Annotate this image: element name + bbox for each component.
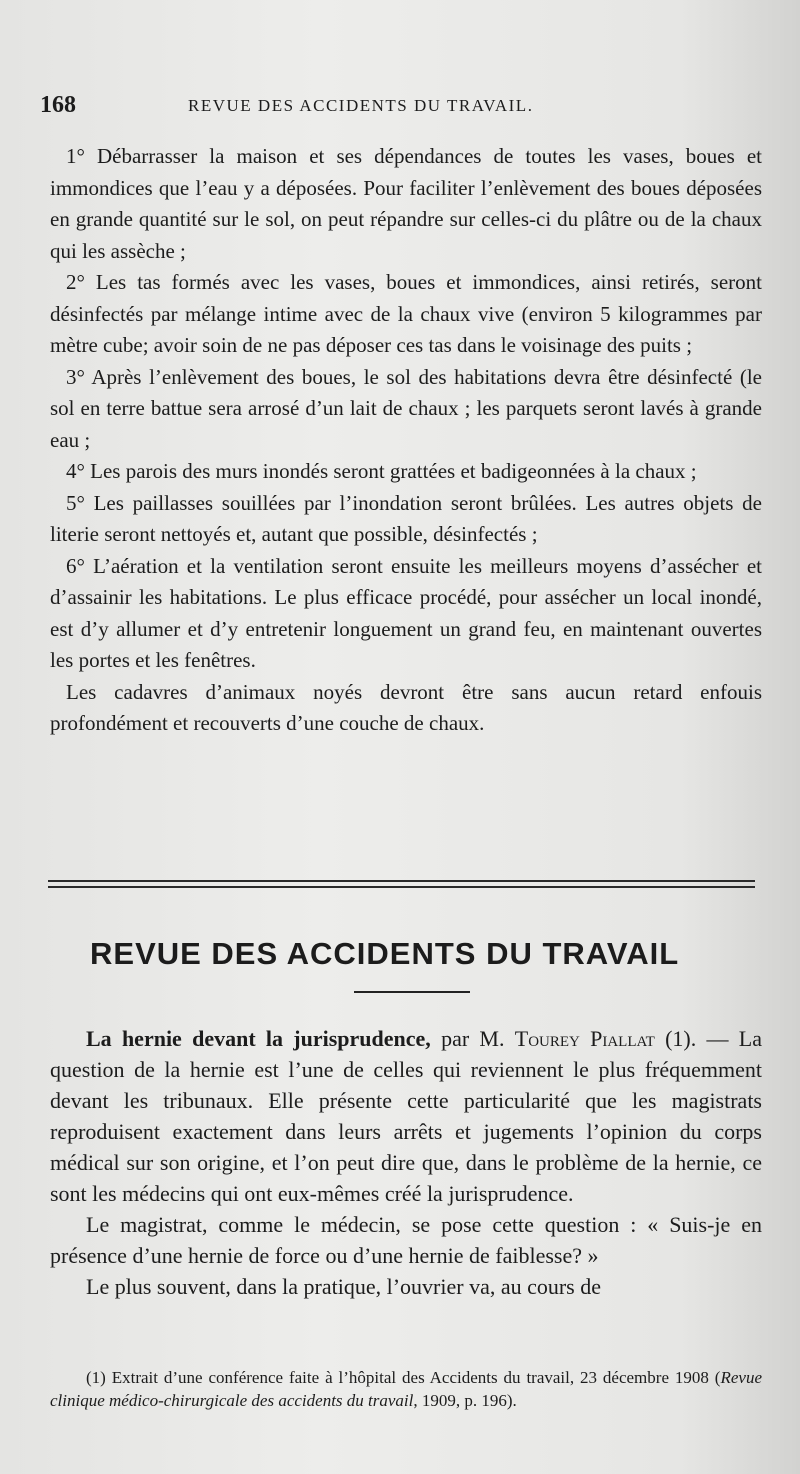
footnote	[50, 1366, 762, 1412]
section-title: REVUE DES ACCIDENTS DU TRAVAIL	[90, 936, 680, 971]
step-5: 5° Les paillasses souillées par l’inondation seront brûlées. Les autres objets de literie seront nettoyés et, autant que possible, désinfectés ;	[50, 490, 762, 546]
page-header	[40, 92, 760, 122]
step-3: 3° Après l’enlèvement des boues, le sol des habitations devra être désinfecté (le sol en terre battue sera arrosé d’un lait de chaux ; les parquets seront lavés à grande eau ;	[50, 364, 762, 452]
step-6: 6° L’aération et la ventilation seront ensuite les meilleurs moyens d’assécher et d’assainir les habitations. Le plus efficace procédé, pour assécher un local inondé, est d’y allumer et d’y entretenir longuement un grand feu, en maintenant ouvertes les portes et les fenêtres.	[50, 553, 762, 672]
article	[50, 1023, 762, 1302]
divider-line	[48, 886, 755, 888]
footnote-source: Revue clinique médico-chirurgicale des accidents du travail	[50, 1368, 762, 1410]
article-paragraph-2: Le magistrat, comme le médecin, se pose cette question : « Suis-je en présence d’une hernie de force ou d’une hernie de faiblesse? »	[50, 1212, 762, 1268]
footnote-tail: , 1909, p. 196).	[413, 1391, 517, 1410]
article-title: La hernie devant la jurisprudence,	[86, 1026, 431, 1051]
step-4: 4° Les parois des murs inondés seront grattées et badigeonnées à la chaux ;	[66, 459, 697, 483]
double-rule-divider	[48, 880, 755, 892]
step-1: 1° Débarrasser la maison et ses dépendances de toutes les vases, boues et immondices que l’eau y a déposées. Pour faciliter l’enlèvement des boues déposées en grande quantité sur le sol, on peut répandre sur celles-ci du plâtre ou de la chaux qui les assèche ;	[50, 144, 762, 263]
article-author: Tourey Piallat	[514, 1026, 655, 1051]
footnote-lead: (1) Extrait d’une conférence faite à l’hôpital des Accidents du travail, 23 décembre 1908 (	[86, 1368, 721, 1387]
article-paragraph-1	[50, 1023, 762, 1209]
footnote-text	[50, 1366, 762, 1412]
page-number: 168	[40, 92, 76, 118]
byline-prefix: par M.	[441, 1026, 505, 1051]
paragraph-text: — La question de la hernie est l’une de celles qui reviennent le plus fréquemment devant les tribunaux. Elle présente cette particularité que les magistrats reproduisent exactement dans leurs arrêts et jugements l’opinion du corps médical sur son origine, et l’on peut dire que, dans le problème de la hernie, ce sont les médecins qui ont eux-mêmes créé la jurisprudence.	[50, 1026, 762, 1206]
running-head: REVUE DES ACCIDENTS DU TRAVAIL.	[188, 96, 534, 115]
article-paragraph-3: Le plus souvent, dans la pratique, l’ouvrier va, au cours de	[86, 1274, 602, 1299]
step-2: 2° Les tas formés avec les vases, boues et immondices, ainsi retirés, seront désinfectés par mélange intime avec de la chaux vive (environ 5 kilogrammes par mètre cube; avoir soin de ne pas déposer ces tas dans le voisinage des puits ;	[50, 270, 762, 357]
title-underline	[354, 991, 470, 993]
divider-line	[48, 880, 755, 882]
closing-paragraph: Les cadavres d’animaux noyés devront être sans aucun retard enfouis profondément et recouverts d’une couche de chaux.	[50, 679, 762, 735]
disinfection-steps	[50, 141, 762, 740]
footnote-reference: (1).	[665, 1026, 697, 1051]
